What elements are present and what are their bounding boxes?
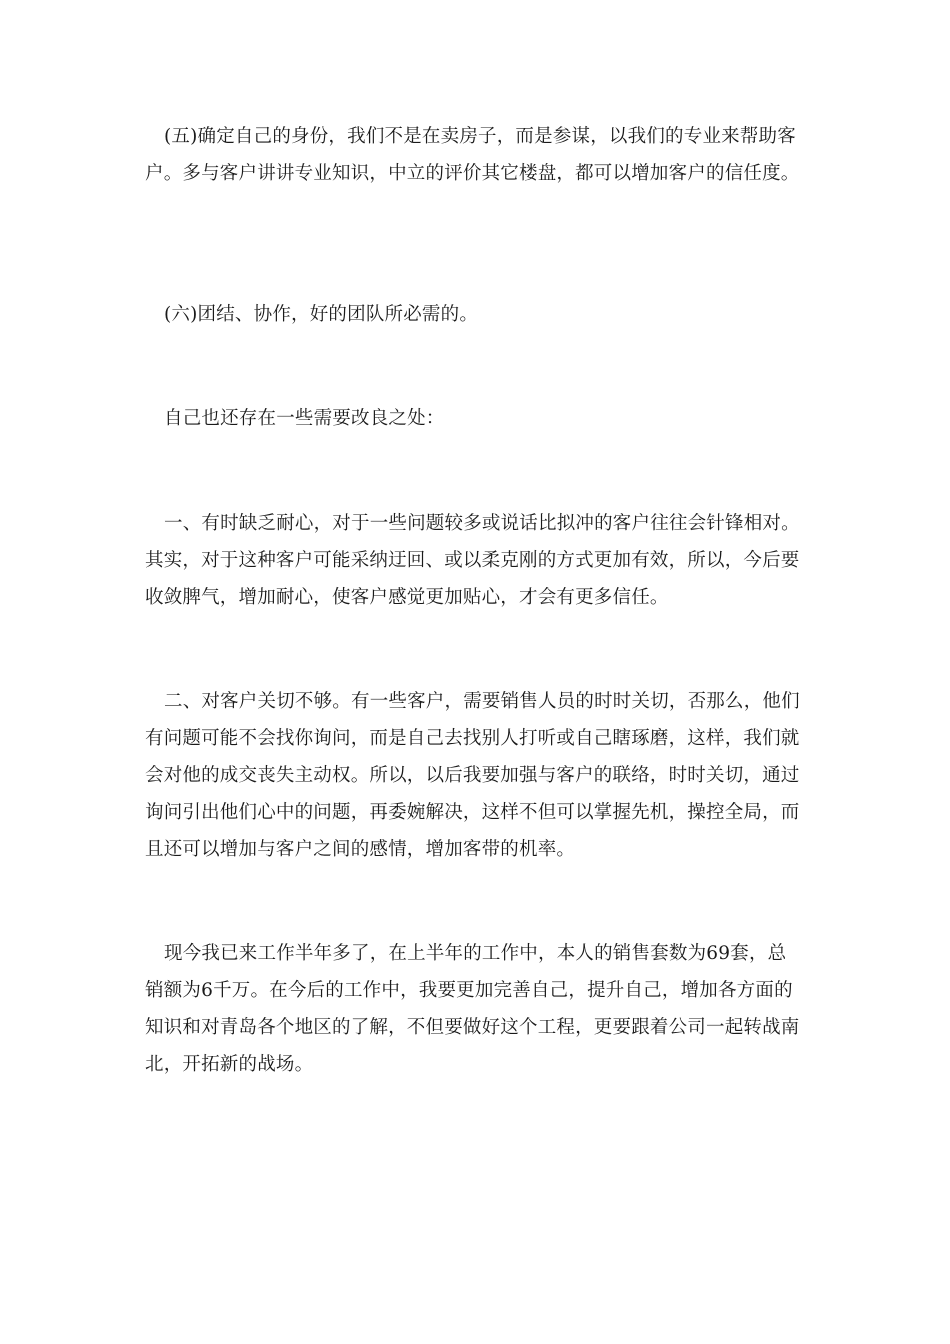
paragraph-summary: 现今我已来工作半年多了，在上半年的工作中，本人的销售套数为69套，总销额为6千万。在今后的工作中，我要更加完善自己，提升自己，增加各方面的知识和对青岛各个地区的了解，不但要做好这个工程，更要跟着公司一起转战南北，开拓新的战场。	[145, 943, 800, 1075]
paragraph-teamwork: (六)团结、协作，好的团队所必需的。	[164, 304, 479, 325]
paragraph-identity: (五)确定自己的身份，我们不是在卖房子，而是参谋，以我们的专业来帮助客户。多与客户讲讲专业知识，中立的评价其它楼盘，都可以增加客户的信任度。	[145, 126, 800, 184]
paragraph-customer-care: 二、对客户关切不够。有一些客户，需要销售人员的时时关切，否那么，他们有问题可能不会找你询问，而是自己去找别人打听或自己瞎琢磨，这样，我们就会对他的成交丧失主动权。所以，以后我要加强与客户的联络，时时关切，通过询问引出他们心中的问题，再委婉解决，这样不但可以掌握先机，操控全局，而且还可以增加与客户之间的感情，增加客带的机率。	[145, 691, 800, 860]
paragraph-improvement-intro: 自己也还存在一些需要改良之处：	[164, 408, 445, 429]
paragraph-patience: 一、有时缺乏耐心，对于一些问题较多或说话比拟冲的客户往往会针锋相对。其实，对于这种客户可能采纳迂回、或以柔克刚的方式更加有效，所以，今后要收敛脾气，增加耐心，使客户感觉更加贴心，才会有更多信任。	[145, 513, 800, 608]
